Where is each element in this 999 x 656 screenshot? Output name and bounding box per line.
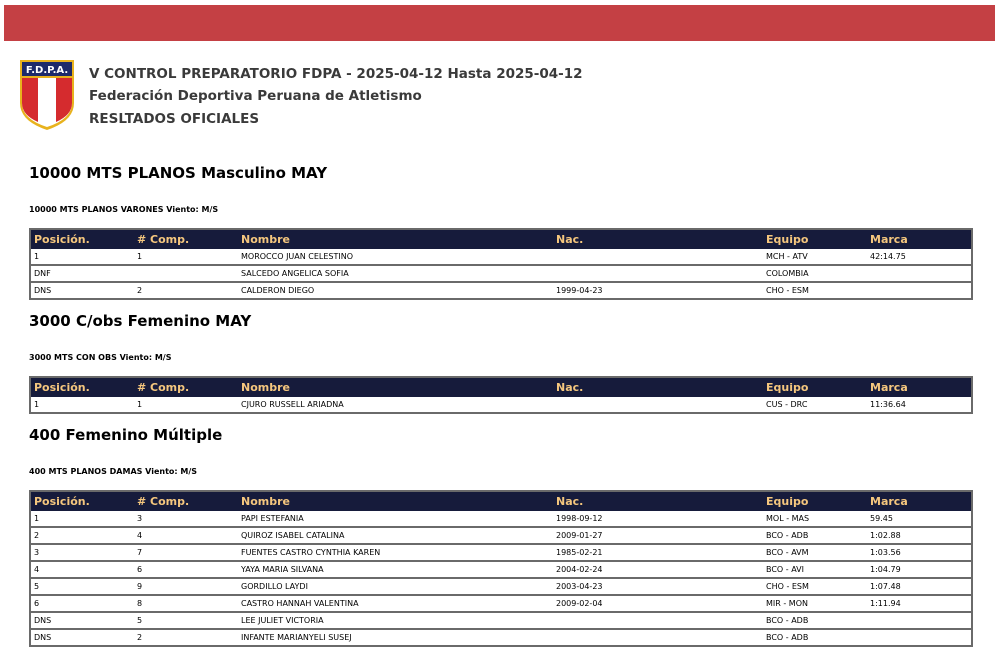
cell-team: BCO - ADB <box>763 629 867 646</box>
fdpa-logo <box>19 59 75 131</box>
cell-comp-number: 7 <box>134 544 238 561</box>
logo-text: F.D.P.A. <box>25 65 69 76</box>
cell-comp-number: 6 <box>134 561 238 578</box>
cell-comp-number: 2 <box>134 282 238 299</box>
event-title: 10000 MTS PLANOS Masculino MAY <box>29 164 328 182</box>
cell-athlete-name: QUIROZ ISABEL CATALINA <box>238 527 553 544</box>
cell-team: COLOMBIA <box>763 265 867 282</box>
col-header-comp: # Comp. <box>134 229 238 249</box>
table-row <box>30 629 972 646</box>
cell-athlete-name: PAPI ESTEFANIA <box>238 511 553 527</box>
cell-team: CUS - DRC <box>763 397 867 413</box>
cell-comp-number: 3 <box>134 511 238 527</box>
col-header-birth: Nac. <box>553 377 763 397</box>
cell-mark: 1:02.88 <box>867 527 972 544</box>
cell-comp-number: 2 <box>134 629 238 646</box>
cell-mark: 1:03.56 <box>867 544 972 561</box>
cell-comp-number: 1 <box>134 397 238 413</box>
cell-team: MCH - ATV <box>763 249 867 265</box>
cell-position: 5 <box>30 578 134 595</box>
cell-team: BCO - ADB <box>763 527 867 544</box>
cell-birth-date: 1999-04-23 <box>553 282 763 299</box>
cell-team: MIR - MON <box>763 595 867 612</box>
cell-birth-date: 1985-02-21 <box>553 544 763 561</box>
results-table <box>29 228 973 300</box>
table-row <box>30 249 972 265</box>
table-row <box>30 511 972 527</box>
cell-birth-date <box>553 249 763 265</box>
federation-name: Federación Deportiva Peruana de Atletismo <box>89 88 422 104</box>
cell-athlete-name: CJURO RUSSELL ARIADNA <box>238 397 553 413</box>
event-subtitle: 10000 MTS PLANOS VARONES Viento: M/S <box>29 205 219 214</box>
table-row <box>30 282 972 299</box>
cell-athlete-name: GORDILLO LAYDI <box>238 578 553 595</box>
cell-mark <box>867 629 972 646</box>
col-header-position: Posición. <box>30 491 134 511</box>
cell-athlete-name: YAYA MARIA SILVANA <box>238 561 553 578</box>
cell-comp-number: 8 <box>134 595 238 612</box>
cell-position: DNS <box>30 612 134 629</box>
cell-athlete-name: SALCEDO ANGELICA SOFIA <box>238 265 553 282</box>
cell-birth-date <box>553 265 763 282</box>
event-subtitle: 400 MTS PLANOS DAMAS Viento: M/S <box>29 467 198 476</box>
cell-mark <box>867 265 972 282</box>
cell-team: BCO - AVM <box>763 544 867 561</box>
cell-birth-date <box>553 629 763 646</box>
table-row <box>30 595 972 612</box>
col-header-team: Equipo <box>763 377 867 397</box>
cell-comp-number: 9 <box>134 578 238 595</box>
cell-athlete-name: CASTRO HANNAH VALENTINA <box>238 595 553 612</box>
cell-birth-date: 2009-02-04 <box>553 595 763 612</box>
cell-athlete-name: CALDERON DIEGO <box>238 282 553 299</box>
table-row <box>30 527 972 544</box>
cell-birth-date <box>553 397 763 413</box>
col-header-position: Posición. <box>30 377 134 397</box>
cell-mark: 1:04.79 <box>867 561 972 578</box>
cell-comp-number: 1 <box>134 249 238 265</box>
col-header-birth: Nac. <box>553 229 763 249</box>
event-title: 3000 C/obs Femenino MAY <box>29 312 252 330</box>
col-header-mark: Marca <box>867 377 972 397</box>
col-header-birth: Nac. <box>553 491 763 511</box>
col-header-name: Nombre <box>238 377 553 397</box>
table-row <box>30 397 972 413</box>
col-header-comp: # Comp. <box>134 377 238 397</box>
cell-mark <box>867 612 972 629</box>
cell-position: 1 <box>30 511 134 527</box>
top-banner <box>4 5 995 41</box>
table-row <box>30 265 972 282</box>
cell-birth-date <box>553 612 763 629</box>
cell-mark: 42:14.75 <box>867 249 972 265</box>
cell-team: MOL - MAS <box>763 511 867 527</box>
table-row <box>30 578 972 595</box>
cell-position: 6 <box>30 595 134 612</box>
results-table <box>29 376 973 414</box>
table-row <box>30 561 972 578</box>
cell-position: 1 <box>30 249 134 265</box>
cell-comp-number <box>134 265 238 282</box>
cell-position: DNF <box>30 265 134 282</box>
cell-athlete-name: INFANTE MARIANYELI SUSEJ <box>238 629 553 646</box>
table-row <box>30 612 972 629</box>
col-header-team: Equipo <box>763 229 867 249</box>
cell-position: 1 <box>30 397 134 413</box>
cell-team: BCO - AVI <box>763 561 867 578</box>
cell-birth-date: 2004-02-24 <box>553 561 763 578</box>
cell-athlete-name: FUENTES CASTRO CYNTHIA KAREN <box>238 544 553 561</box>
col-header-mark: Marca <box>867 229 972 249</box>
cell-position: DNS <box>30 282 134 299</box>
cell-birth-date: 2003-04-23 <box>553 578 763 595</box>
cell-position: 2 <box>30 527 134 544</box>
col-header-name: Nombre <box>238 229 553 249</box>
cell-mark: 59.45 <box>867 511 972 527</box>
cell-birth-date: 1998-09-12 <box>553 511 763 527</box>
cell-birth-date: 2009-01-27 <box>553 527 763 544</box>
cell-athlete-name: LEE JULIET VICTORIA <box>238 612 553 629</box>
page-title: V CONTROL PREPARATORIO FDPA - 2025-04-12 Hasta 2025-04-12 <box>89 66 583 82</box>
cell-mark: 1:11.94 <box>867 595 972 612</box>
results-table <box>29 490 973 647</box>
col-header-comp: # Comp. <box>134 491 238 511</box>
col-header-name: Nombre <box>238 491 553 511</box>
col-header-team: Equipo <box>763 491 867 511</box>
cell-team: BCO - ADB <box>763 612 867 629</box>
cell-comp-number: 4 <box>134 527 238 544</box>
cell-mark <box>867 282 972 299</box>
cell-comp-number: 5 <box>134 612 238 629</box>
cell-mark: 1:07.48 <box>867 578 972 595</box>
cell-team: CHO - ESM <box>763 282 867 299</box>
results-label: RESLTADOS OFICIALES <box>89 111 260 127</box>
cell-team: CHO - ESM <box>763 578 867 595</box>
cell-position: DNS <box>30 629 134 646</box>
event-title: 400 Femenino Múltiple <box>29 426 223 444</box>
event-subtitle: 3000 MTS CON OBS Viento: M/S <box>29 353 172 362</box>
cell-position: 4 <box>30 561 134 578</box>
table-row <box>30 544 972 561</box>
cell-athlete-name: MOROCCO JUAN CELESTINO <box>238 249 553 265</box>
cell-mark: 11:36.64 <box>867 397 972 413</box>
col-header-mark: Marca <box>867 491 972 511</box>
cell-position: 3 <box>30 544 134 561</box>
col-header-position: Posición. <box>30 229 134 249</box>
